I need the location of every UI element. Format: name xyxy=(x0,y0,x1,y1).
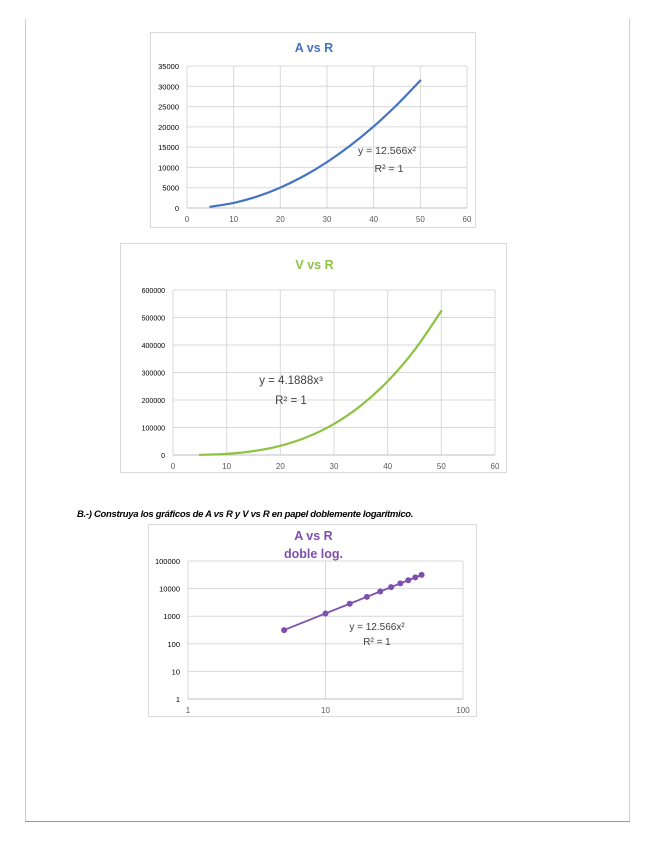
r-squared-label: R² = 1 xyxy=(374,163,404,175)
data-point xyxy=(377,588,383,594)
x-tick-label: 30 xyxy=(329,462,339,471)
x-tick-label: 40 xyxy=(383,462,393,471)
y-tick-label: 400000 xyxy=(141,343,165,350)
instruction-text: B.-) Construya los gráficos de A vs R y V vs R en papel doblemente logarítmico. xyxy=(77,509,414,520)
x-tick-label: 30 xyxy=(322,215,332,224)
y-tick-label: 100 xyxy=(167,639,180,649)
y-tick-label: 10 xyxy=(171,667,180,677)
y-tick-label: 0 xyxy=(161,453,165,460)
y-tick-label: 1 xyxy=(175,695,180,704)
y-tick-label: 30000 xyxy=(158,82,179,92)
data-point xyxy=(419,572,425,578)
chart-a-vs-r xyxy=(150,32,476,228)
x-tick-label: 0 xyxy=(170,462,176,471)
data-point xyxy=(323,610,329,616)
y-tick-label: 100000 xyxy=(154,557,180,566)
x-tick-label: 10 xyxy=(229,215,239,224)
data-point xyxy=(397,580,403,586)
chart-subtitle: doble log. xyxy=(283,547,344,561)
x-tick-label: 100 xyxy=(456,706,470,715)
y-tick-label: 10000 xyxy=(159,584,180,594)
x-tick-label: 50 xyxy=(415,215,425,224)
x-tick-label: 40 xyxy=(369,215,379,224)
chart-title: V vs R xyxy=(295,258,334,272)
y-tick-label: 1000 xyxy=(163,612,180,622)
y-tick-label: 10000 xyxy=(158,163,179,173)
y-tick-label: 600000 xyxy=(141,288,165,295)
y-tick-label: 200000 xyxy=(141,398,165,405)
r-squared-label: R² = 1 xyxy=(363,637,391,648)
x-tick-label: 60 xyxy=(462,215,472,224)
chart-title: A vs R xyxy=(294,529,333,543)
data-point xyxy=(281,627,287,633)
chart-v-vs-r-svg xyxy=(121,244,508,474)
trendline-equation: y = 4.1888x³ xyxy=(259,375,323,387)
r-squared-label: R² = 1 xyxy=(275,395,307,407)
chart-title: A vs R xyxy=(294,41,334,55)
trendline-equation: y = 12.566x² xyxy=(349,622,405,633)
y-tick-label: 300000 xyxy=(141,370,165,378)
chart-a-vs-r-log xyxy=(148,524,477,717)
chart-a-vs-r-log-svg xyxy=(149,525,478,718)
y-tick-label: 100000 xyxy=(141,425,165,433)
y-tick-label: 20000 xyxy=(158,122,179,132)
trendline-equation: y = 12.566x² xyxy=(357,145,417,157)
y-tick-label: 0 xyxy=(174,204,179,213)
x-tick-label: 50 xyxy=(436,462,446,471)
data-point xyxy=(412,574,418,580)
y-tick-label: 500000 xyxy=(141,315,165,323)
chart-a-vs-r-svg xyxy=(151,33,477,229)
x-tick-label: 10 xyxy=(222,462,232,471)
x-tick-label: 1 xyxy=(185,706,191,715)
x-tick-label: 20 xyxy=(275,215,285,224)
x-tick-label: 0 xyxy=(184,215,190,224)
data-point xyxy=(347,601,353,607)
data-point xyxy=(388,584,394,590)
x-tick-label: 20 xyxy=(275,462,285,471)
y-tick-label: 15000 xyxy=(158,143,179,153)
x-tick-label: 10 xyxy=(321,706,330,715)
x-tick-label: 60 xyxy=(490,462,500,471)
chart-v-vs-r xyxy=(120,243,507,473)
data-point xyxy=(364,594,370,600)
y-tick-label: 35000 xyxy=(158,62,179,71)
data-point xyxy=(405,577,411,583)
y-tick-label: 25000 xyxy=(158,102,179,112)
y-tick-label: 5000 xyxy=(162,183,179,193)
